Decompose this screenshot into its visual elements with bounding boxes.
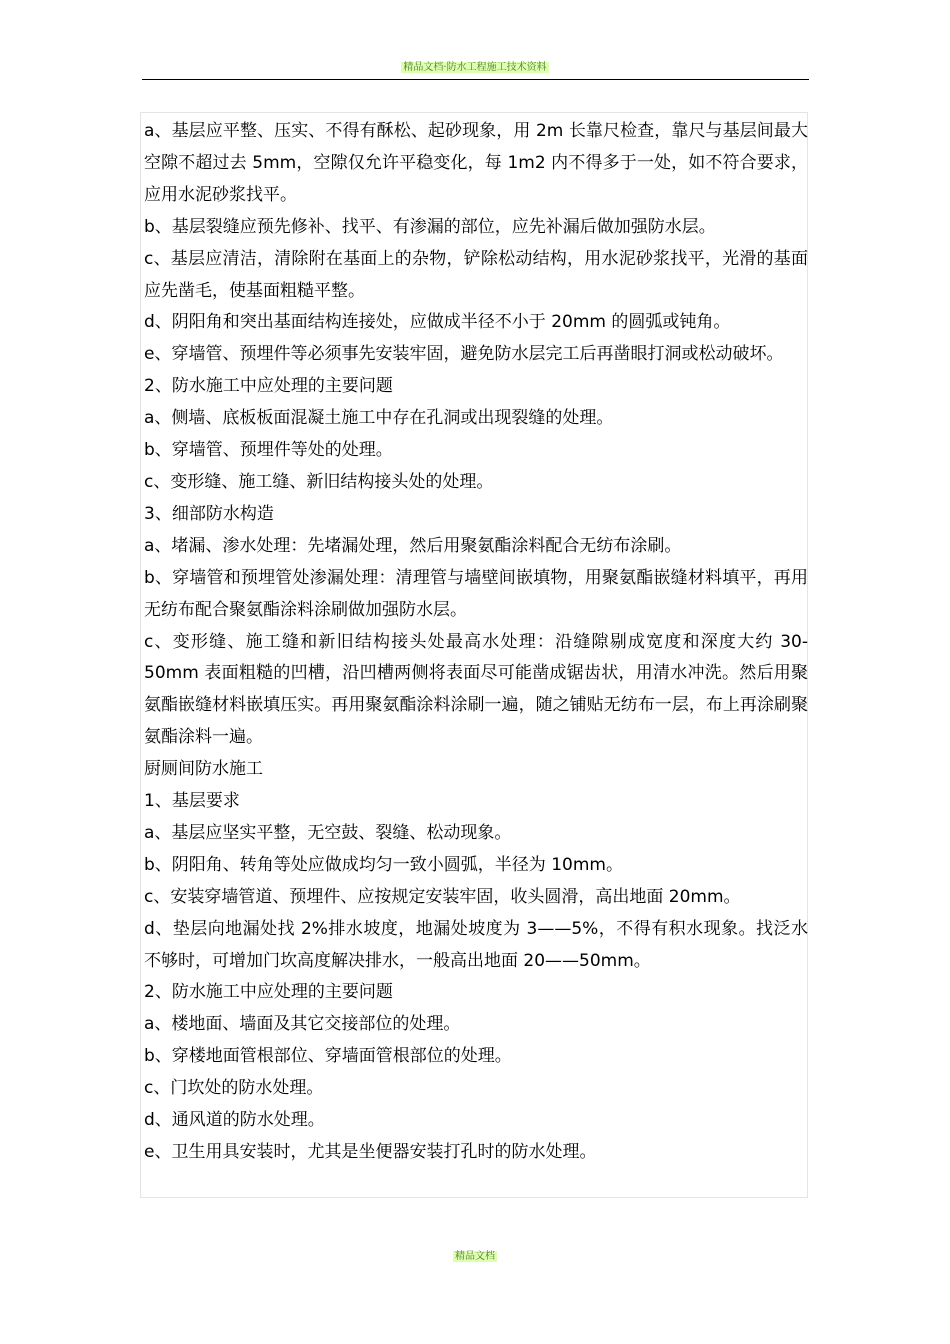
paragraph: b、基层裂缝应预先修补、找平、有渗漏的部位，应先补漏后做加强防水层。 — [144, 216, 716, 237]
paragraph: e、穿墙管、预埋件等必须事先安装牢固，避免防水层完工后再凿眼打洞或松动破坏。 — [144, 344, 784, 365]
paragraph: c、变形缝、施工缝和新旧结构接头处最高水处理：沿缝隙剔成宽度和深度大约 30-50mm 表面粗糙的凹槽，沿凹槽两侧将表面尽可能凿成锯齿状，用清水冲洗。然后用聚氨酯嵌缝材料嵌填压实。再用聚氨酯涂料涂刷一遍，随之铺贴无纺布一层，布上再涂刷聚氨酯涂料一遍。 — [144, 631, 808, 748]
paragraph: d、阴阳角和突出基面结构连接处，应做成半径不小于 20mm 的圆弧或钝角。 — [144, 312, 731, 333]
paragraph: c、安装穿墙管道、预埋件、应按规定安装牢固，收头圆滑，高出地面 20mm。 — [144, 886, 741, 907]
paragraph: d、垫层向地漏处找 2%排水坡度，地漏处坡度为 3——5%，不得有积水现象。找泛水不够时，可增加门坎高度解决排水，一般高出地面 20——50mm。 — [144, 918, 808, 971]
section-heading: 厨厕间防水施工 — [144, 759, 263, 780]
paragraph: b、穿墙管、预埋件等处的处理。 — [144, 440, 393, 461]
footer-watermark-text: 精品文档 — [455, 1251, 495, 1262]
section-heading: 2、防水施工中应处理的主要问题 — [144, 982, 393, 1003]
paragraph: a、侧墙、底板板面混凝土施工中存在孔洞或出现裂缝的处理。 — [144, 408, 614, 429]
paragraph: d、通风道的防水处理。 — [144, 1110, 325, 1131]
page-header — [0, 62, 950, 74]
document-body — [144, 116, 808, 1169]
paragraph: e、卫生用具安装时，尤其是坐便器安装打孔时的防水处理。 — [144, 1142, 597, 1162]
paragraph: a、楼地面、墙面及其它交接部位的处理。 — [144, 1014, 461, 1035]
header-watermark-text: 精品文档·防水工程施工技术资料 — [403, 62, 547, 73]
paragraph: c、变形缝、施工缝、新旧结构接头处的处理。 — [144, 471, 494, 492]
paragraph: b、阴阳角、转角等处应做成均匀一致小圆弧，半径为 10mm。 — [144, 854, 623, 875]
paragraph: a、基层应坚实平整，无空鼓、裂缝、松动现象。 — [144, 822, 512, 843]
page-footer — [0, 1251, 950, 1263]
section-heading: 3、细部防水构造 — [144, 503, 274, 524]
paragraph: a、堵漏、渗水处理：先堵漏处理，然后用聚氨酯涂料配合无纺布涂刷。 — [144, 535, 682, 556]
paragraph: a、基层应平整、压实、不得有酥松、起砂现象，用 2m 长靠尺检查，靠尺与基层间最大空隙不超过去 5mm，空隙仅允许平稳变化，每 1m2 内不得多于一处，如不符合要求，应用水泥砂浆找平。 — [144, 121, 808, 205]
paragraph: b、穿墙管和预埋管处渗漏处理：清理管与墙壁间嵌填物，用聚氨酯嵌缝材料填平，再用无纺布配合聚氨酯涂料涂刷做加强防水层。 — [144, 567, 808, 620]
header-divider — [142, 79, 809, 80]
section-heading: 2、防水施工中应处理的主要问题 — [144, 376, 393, 397]
section-heading: 1、基层要求 — [144, 791, 240, 812]
paragraph: b、穿楼地面管根部位、穿墙面管根部位的处理。 — [144, 1046, 512, 1067]
paragraph: c、门坎处的防水处理。 — [144, 1078, 324, 1099]
paragraph: c、基层应清洁，清除附在基面上的杂物，铲除松动结构，用水泥砂浆找平，光滑的基面应先凿毛，使基面粗糙平整。 — [144, 248, 808, 301]
